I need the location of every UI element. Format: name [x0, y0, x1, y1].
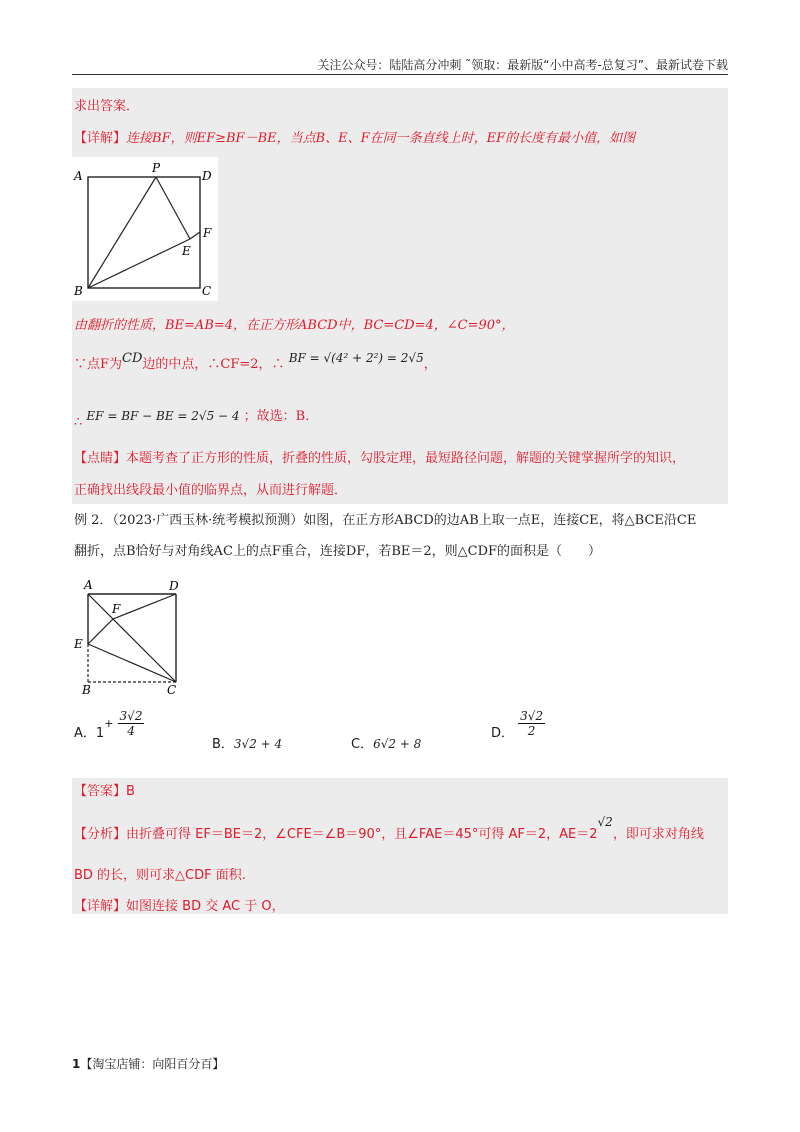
detail-line: 【详解】连接BF，则EF≥BF－BE，当点B、E、F在同一条直线上时，EF的长度有最小值，如图 [74, 131, 636, 146]
comment-line: 【点睛】本题考查了正方形的性质，折叠的性质，勾股定理，最短路径问题，解题的关键掌握所学的知识， [74, 451, 686, 466]
page-header: 关注公众号：陆陆高分冲刺 ˜领取：最新版“小中高考-总复习”、最新试卷下载 [317, 58, 728, 72]
label-E: E [74, 637, 83, 651]
option-a[interactable]: A．1+ $\frac{3√2}{4}$ [74, 709, 143, 741]
label-B: B [82, 683, 91, 696]
text-line: 正确找出线段最小值的临界点，从而进行解题． [74, 483, 348, 498]
option-c[interactable]: C．6√2 + 8 [351, 737, 422, 752]
option-d[interactable]: D． $\frac{3√2}{2}$ [491, 709, 544, 741]
text-line: ∴ EF = BF − BE = 2√5 − 4 ；故选：B． [74, 409, 319, 430]
page-footer [72, 1055, 224, 1072]
example-2-line2: 翻折，点B恰好与对角线AC上的点F重合，连接DF，若BE＝2，则△CDF的面积是（ ） [74, 544, 602, 559]
option-d-fraction: $\frac{3√2}{2}$ [520, 709, 544, 738]
label-A: A [74, 169, 83, 183]
figure-square-fold-2 [72, 576, 192, 696]
label-F: F [112, 602, 121, 616]
text-line: ∵点F为CD边的中点，∴CF=2，∴ BF = √(4² + 2²) = 2√5， [74, 351, 437, 372]
text-line: BD 的长，则可求△CDF 面积. [74, 868, 246, 883]
detail-tag: 【详解】 [74, 131, 127, 146]
text-line: 求出答案． [74, 99, 140, 114]
label-A: A [84, 578, 93, 592]
shop-name: 【淘宝店铺：向阳百分百】 [80, 1057, 225, 1071]
label-D: D [169, 579, 179, 593]
label-F: F [203, 226, 212, 240]
option-b[interactable]: B．3√2 + 4 [212, 737, 283, 752]
label-P: P [152, 161, 161, 175]
math-ef: EF = BF − BE = 2√5 − 4 [86, 409, 240, 423]
text-line: 由翻折的性质，BE=AB=4，在正方形ABCD中，BC=CD=4，∠C=90°， [74, 318, 515, 333]
option-a-fraction: $\frac{3√2}{4}$ [119, 709, 143, 738]
example-2-line1: 例 2．（2023·广西玉林·统考模拟预测）如图，在正方形ABCD的边AB上取一点E，连接CE，将△BCE沿CE [74, 513, 697, 528]
label-D: D [202, 169, 212, 183]
label-C: C [167, 683, 177, 696]
math-bf: BF = √(4² + 2²) = 2√5 [288, 351, 424, 365]
label-E: E [182, 244, 191, 258]
label-C: C [202, 284, 212, 298]
analysis-line: 【分析】由折叠可得 EF＝BE＝2，∠CFE＝∠B＝90°，且∠FAE＝45°可得 AF＝2，AE＝2√2，即可求对角线 [74, 815, 704, 842]
detail-line: 【详解】如图连接 BD 交 AC 于 O， [74, 899, 285, 914]
figure-square-fold-1 [72, 157, 222, 302]
solution-block-2 [72, 778, 728, 914]
header-rule [72, 74, 728, 75]
label-B: B [74, 284, 83, 298]
answer-line: 【答案】B [74, 784, 135, 799]
page-number: 1 [72, 1057, 81, 1071]
